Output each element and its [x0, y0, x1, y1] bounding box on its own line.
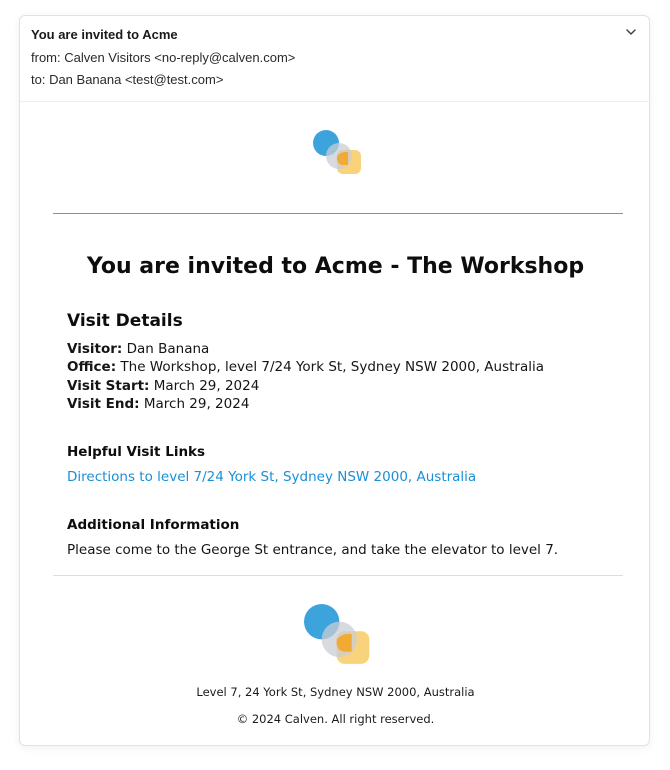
office-row	[67, 359, 544, 375]
logo-icon	[304, 604, 372, 672]
visit-start-row	[67, 378, 259, 394]
office-label: Office:	[67, 359, 117, 375]
email-to: to: Dan Banana <test@test.com>	[31, 72, 224, 87]
visitor-value: Dan Banana	[122, 341, 210, 357]
email-card	[19, 15, 650, 746]
footer-address: Level 7, 24 York St, Sydney NSW 2000, Australia	[196, 685, 475, 699]
visitor-row	[67, 341, 209, 357]
logo-icon	[313, 130, 363, 180]
email-subject: You are invited to Acme	[31, 27, 178, 42]
expand-button[interactable]	[623, 24, 639, 40]
visit-end-value: March 29, 2024	[139, 396, 250, 412]
office-value: The Workshop, level 7/24 York St, Sydney NSW 2000, Australia	[116, 359, 545, 375]
footer-logo	[304, 604, 372, 676]
additional-info-heading: Additional Information	[67, 517, 240, 533]
additional-info-text: Please come to the George St entrance, and take the elevator to level 7.	[67, 542, 559, 558]
directions-link[interactable]: Directions to level 7/24 York St, Sydney NSW 2000, Australia	[67, 469, 477, 485]
footer-divider	[53, 575, 623, 576]
visit-details-heading: Visit Details	[67, 311, 183, 331]
calven-logo	[313, 130, 363, 184]
email-header	[20, 16, 649, 102]
helpful-links-heading: Helpful Visit Links	[67, 444, 206, 460]
visit-end-row	[67, 396, 249, 412]
visit-end-label: Visit End:	[67, 396, 140, 412]
chevron-down-icon	[623, 24, 639, 40]
visitor-label: Visitor:	[67, 341, 123, 357]
visit-start-value: March 29, 2024	[149, 378, 260, 394]
email-title: You are invited to Acme - The Workshop	[86, 254, 585, 279]
footer-copyright: © 2024 Calven. All right reserved.	[236, 712, 435, 726]
header-divider	[53, 213, 623, 214]
visit-start-label: Visit Start:	[67, 378, 150, 394]
email-from: from: Calven Visitors <no-reply@calven.com>	[31, 50, 296, 65]
